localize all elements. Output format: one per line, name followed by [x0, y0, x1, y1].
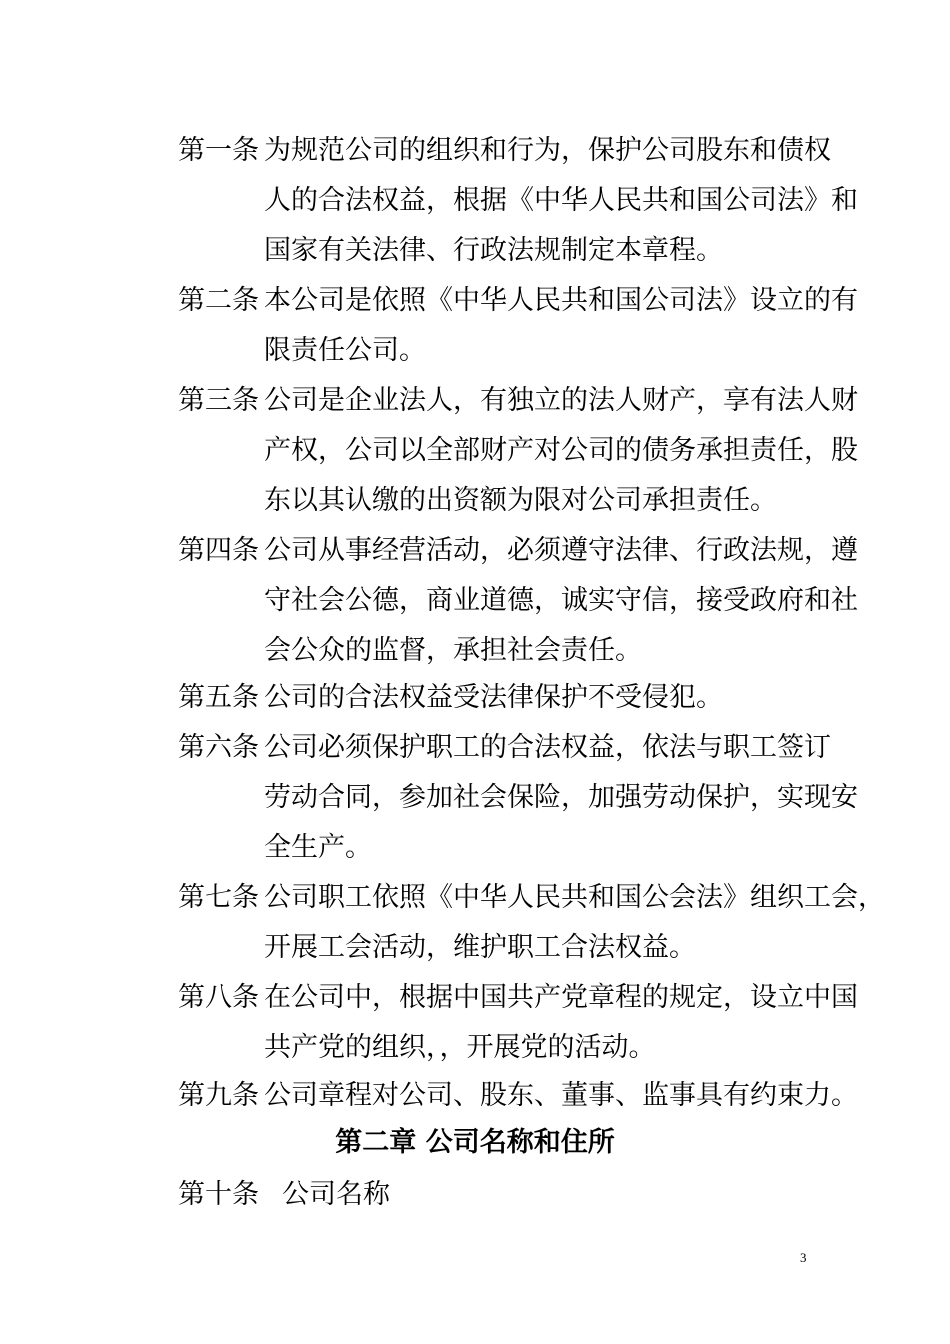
- article-label: 第九条: [178, 1080, 259, 1111]
- article-label: 第五条: [178, 682, 259, 713]
- article-line: 东以其认缴的出资额为限对公司承担责任。: [264, 485, 777, 516]
- article-line: 公司是企业法人，有独立的法人财产，享有法人财: [264, 385, 858, 416]
- chapter-heading: 第二章 公司名称和住所: [335, 1127, 615, 1158]
- article-line: 公司章程对公司、股东、董事、监事具有约束力。: [264, 1080, 858, 1111]
- article-line: 共产党的组织，，开展党的活动。: [264, 1032, 656, 1063]
- article-line: 公司从事经营活动，必须遵守法律、行政法规，遵: [264, 535, 858, 566]
- article-label: 第二条: [178, 285, 259, 316]
- article-line: 为规范公司的组织和行为，保护公司股东和债权: [264, 135, 831, 166]
- article-line: 限责任公司。: [264, 335, 426, 366]
- article-line: 国家有关法律、行政法规制定本章程。: [264, 235, 723, 266]
- article-line: 在公司中，根据中国共产党章程的规定，设立中国: [264, 982, 858, 1013]
- article-label: 第三条: [178, 385, 259, 416]
- article-line: 公司必须保护职工的合法权益，依法与职工签订: [264, 732, 831, 763]
- article-line: 公司职工依照《中华人民共和国公会法》组织工会，: [264, 882, 885, 913]
- article-line: 产权，公司以全部财产对公司的债务承担责任，股: [264, 435, 858, 466]
- article-line: 公司的合法权益受法律保护不受侵犯。: [264, 682, 723, 713]
- article-label: 第四条: [178, 535, 259, 566]
- article-label: 第七条: [178, 882, 259, 913]
- article-label: 第十条: [178, 1179, 259, 1210]
- article-line: 人的合法权益，根据《中华人民共和国公司法》和: [264, 185, 858, 216]
- article-line: 本公司是依照《中华人民共和国公司法》设立的有: [264, 285, 858, 316]
- article-label: 第八条: [178, 982, 259, 1013]
- article-line: 公司名称: [282, 1179, 390, 1210]
- article-label: 第六条: [178, 732, 259, 763]
- page-number: 3: [800, 1250, 807, 1265]
- article-line: 劳动合同，参加社会保险，加强劳动保护，实现安: [264, 782, 858, 813]
- article-line: 守社会公德，商业道德，诚实守信，接受政府和社: [264, 585, 858, 616]
- article-label: 第一条: [178, 135, 259, 166]
- article-line: 全生产。: [264, 832, 372, 863]
- article-line: 开展工会活动，维护职工合法权益。: [264, 932, 696, 963]
- article-line: 会公众的监督，承担社会责任。: [264, 635, 642, 666]
